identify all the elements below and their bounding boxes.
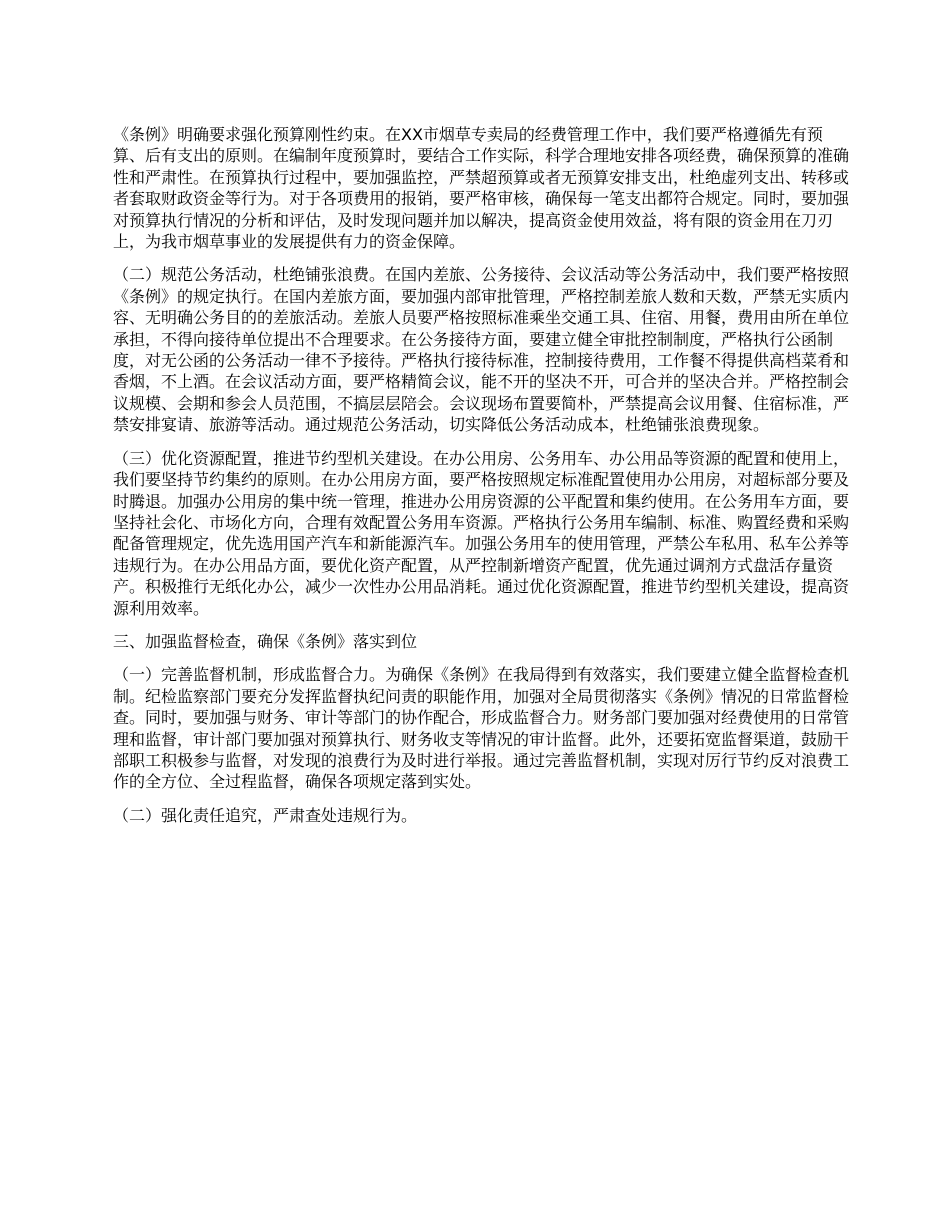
paragraph-supervision-mechanism: （一）完善监督机制，形成监督合力。为确保《条例》在我局得到有效落实，我们要建立健全监督检查机制。纪检监察部门要充分发挥监督执纪问责的职能作用，加强对全局贯彻落实《条例》情况的日常监督检查。同时，要加强与财务、审计等部门的协作配合，形成监督合力。财务部门要加强对经费使用的日常管理和监督，审计部门要加强对预算执行、财务收支等情况的审计监督。此外，还要拓宽监督渠道，鼓励干部职工积极参与监督，对发现的浪费行为及时进行举报。通过完善监督机制，实现对厉行节约反对浪费工作的全方位、全过程监督，确保各项规定落到实处。 [113,665,850,792]
section-heading-supervision: 三、加强监督检查，确保《条例》落实到位 [113,631,418,651]
paragraph-accountability: （二）强化责任追究，严肃查处违规行为。 [113,805,418,825]
paragraph-resource-allocation: （三）优化资源配置，推进节约型机关建设。在办公用房、公务用车、办公用品等资源的配置和使用上，我们要坚持节约集约的原则。在办公用房方面，要严格按照规定标准配置使用办公用房，对超标部分要及时腾退。加强办公用房的集中统一管理，推进办公用房资源的公平配置和集约使用。在公务用车方面，要坚持社会化、市场化方向，合理有效配置公务用车资源。严格执行公务用车编制、标准、购置经费和采购配备管理规定，优先选用国产汽车和新能源汽车。加强公务用车的使用管理，严禁公车私用、私车公养等违规行为。在办公用品方面，要优化资产配置，从严控制新增资产配置，优先通过调剂方式盘活存量资产。积极推行无纸化办公，减少一次性办公用品消耗。通过优化资源配置，推进节约型机关建设，提高资源利用效率。 [113,448,850,618]
paragraph-official-activities: （二）规范公务活动，杜绝铺张浪费。在国内差旅、公务接待、会议活动等公务活动中，我们要严格按照《条例》的规定执行。在国内差旅方面，要加强内部审批管理，严格控制差旅人数和天数，严禁无实质内容、无明确公务目的的差旅活动。差旅人员要严格按照标准乘坐交通工具、住宿、用餐，费用由所在单位承担，不得向接待单位提出不合理要求。在公务接待方面，要建立健全审批控制制度，严格执行公函制度，对无公函的公务活动一律不予接待。严格执行接待标准，控制接待费用，工作餐不得提供高档菜肴和香烟，不上酒。在会议活动方面，要严格精简会议，能不开的坚决不开，可合并的坚决合并。严格控制会议规模、会期和参会人员范围，不搞层层陪会。会议现场布置要简朴，严禁提高会议用餐、住宿标准，严禁安排宴请、旅游等活动。通过规范公务活动，切实降低公务活动成本，杜绝铺张浪费现象。 [113,265,850,435]
document-body [113,124,850,838]
paragraph-budget-constraint: 《条例》明确要求强化预算刚性约束。在XX市烟草专卖局的经费管理工作中，我们要严格遵循先有预算、后有支出的原则。在编制年度预算时，要结合工作实际，科学合理地安排各项经费，确保预算的准确性和严肃性。在预算执行过程中，要加强监控，严禁超预算或者无预算安排支出，杜绝虚列支出、转移或者套取财政资金等行为。对于各项费用的报销，要严格审核，确保每一笔支出都符合规定。同时，要加强对预算执行情况的分析和评估，及时发现问题并加以解决，提高资金使用效益，将有限的资金用在刀刃上，为我市烟草事业的发展提供有力的资金保障。 [113,125,850,252]
